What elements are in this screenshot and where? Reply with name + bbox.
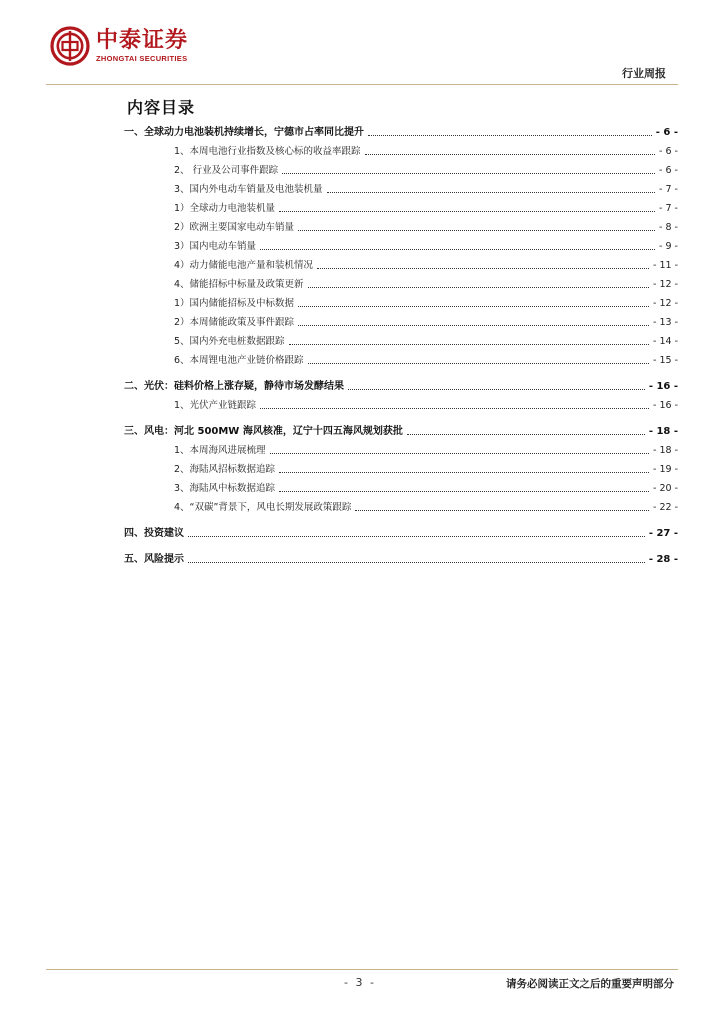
toc-leader-dots — [365, 154, 656, 155]
toc-subsection-entry[interactable] — [124, 196, 678, 215]
toc-leader-dots — [260, 249, 655, 250]
toc-entry-page: - 6 - — [655, 127, 678, 138]
toc-leader-dots — [407, 434, 645, 435]
toc-entry-title: 3、海陆风中标数据追踪 — [174, 483, 276, 494]
page-number: - 3 - — [344, 976, 376, 989]
toc-leader-dots — [348, 389, 645, 390]
toc-entry-title: 4、“双碳”背景下，风电长期发展政策跟踪 — [174, 502, 352, 513]
table-of-contents — [124, 120, 678, 566]
logo-english-name: ZHONGTAI SECURITIES — [96, 53, 188, 63]
toc-leader-dots — [188, 562, 645, 563]
toc-entry-page: - 20 - — [653, 483, 678, 494]
toc-entry-title: 5、国内外充电桩数据跟踪 — [174, 336, 285, 347]
toc-leader-dots — [282, 173, 655, 174]
toc-entry-page: - 7 - — [659, 184, 678, 195]
toc-title: 内容目录 — [127, 98, 196, 117]
toc-section-entry[interactable] — [124, 521, 678, 540]
toc-leader-dots — [298, 230, 655, 231]
toc-entry-page: - 7 - — [659, 203, 678, 214]
report-type-label: 行业周报 — [622, 67, 666, 80]
toc-entry-page: - 6 - — [659, 165, 678, 176]
toc-entry-title: 一、全球动力电池装机持续增长，宁德市占率同比提升 — [124, 127, 364, 138]
toc-entry-page: - 18 - — [653, 445, 678, 456]
toc-entry-page: - 16 - — [653, 400, 678, 411]
toc-entry-title: 三、风电：河北 500MW 海风核准，辽宁十四五海风规划获批 — [124, 426, 403, 437]
toc-leader-dots — [188, 536, 645, 537]
toc-leader-dots — [308, 287, 649, 288]
company-logo — [50, 22, 188, 70]
toc-leader-dots — [270, 453, 649, 454]
toc-entry-title: 1）全球动力电池装机量 — [174, 203, 276, 214]
toc-entry-page: - 27 - — [648, 528, 678, 539]
toc-subsection-entry[interactable] — [124, 393, 678, 412]
toc-leader-dots — [289, 344, 649, 345]
toc-leader-dots — [368, 135, 652, 136]
toc-leader-dots — [308, 363, 649, 364]
toc-section-entry[interactable] — [124, 419, 678, 438]
toc-leader-dots — [260, 408, 649, 409]
toc-entry-title: 1、本周海风进展梳理 — [174, 445, 266, 456]
toc-subsection-entry[interactable] — [124, 158, 678, 177]
toc-leader-dots — [298, 325, 649, 326]
toc-entry-page: - 13 - — [653, 317, 678, 328]
toc-entry-page: - 12 - — [653, 279, 678, 290]
toc-entry-page: - 15 - — [653, 355, 678, 366]
zhongtai-emblem-icon — [50, 26, 90, 66]
toc-subsection-entry[interactable] — [124, 438, 678, 457]
toc-entry-page: - 22 - — [653, 502, 678, 513]
toc-entry-page: - 6 - — [659, 146, 678, 157]
toc-entry-page: - 14 - — [653, 336, 678, 347]
toc-subsection-entry[interactable] — [124, 329, 678, 348]
toc-section-entry[interactable] — [124, 547, 678, 566]
toc-subsection-entry[interactable] — [124, 215, 678, 234]
toc-entry-title: 五、风险提示 — [124, 554, 184, 565]
toc-leader-dots — [317, 268, 649, 269]
disclaimer-note: 请务必阅读正文之后的重要声明部分 — [506, 978, 674, 990]
toc-entry-title: 4）动力储能电池产量和装机情况 — [174, 260, 314, 271]
toc-entry-title: 2、海陆风招标数据追踪 — [174, 464, 276, 475]
header-divider — [46, 84, 678, 85]
toc-leader-dots — [298, 306, 649, 307]
toc-entry-title: 1）国内储能招标及中标数据 — [174, 298, 295, 309]
toc-subsection-entry[interactable] — [124, 310, 678, 329]
toc-leader-dots — [279, 211, 655, 212]
toc-subsection-entry[interactable] — [124, 495, 678, 514]
toc-entry-title: 2、 行业及公司事件跟踪 — [174, 165, 279, 176]
toc-subsection-entry[interactable] — [124, 457, 678, 476]
toc-subsection-entry[interactable] — [124, 253, 678, 272]
toc-subsection-entry[interactable] — [124, 177, 678, 196]
footer-divider — [46, 969, 678, 970]
toc-entry-page: - 19 - — [653, 464, 678, 475]
toc-section-entry[interactable] — [124, 374, 678, 393]
toc-subsection-entry[interactable] — [124, 476, 678, 495]
toc-entry-title: 3、国内外电动车销量及电池装机量 — [174, 184, 323, 195]
logo-chinese-name: 中泰证券 — [96, 27, 189, 53]
toc-subsection-entry[interactable] — [124, 139, 678, 158]
toc-entry-title: 2）欧洲主要国家电动车销量 — [174, 222, 295, 233]
toc-entry-title: 6、本周锂电池产业链价格跟踪 — [174, 355, 304, 366]
toc-entry-page: - 9 - — [659, 241, 678, 252]
toc-subsection-entry[interactable] — [124, 272, 678, 291]
toc-entry-title: 2）本周储能政策及事件跟踪 — [174, 317, 295, 328]
toc-entry-page: - 16 - — [648, 381, 678, 392]
toc-subsection-entry[interactable] — [124, 291, 678, 310]
toc-entry-page: - 28 - — [648, 554, 678, 565]
toc-leader-dots — [355, 510, 649, 511]
toc-subsection-entry[interactable] — [124, 348, 678, 367]
toc-leader-dots — [327, 192, 656, 193]
toc-entry-title: 4、储能招标中标量及政策更新 — [174, 279, 304, 290]
toc-subsection-entry[interactable] — [124, 234, 678, 253]
toc-entry-title: 1、本周电池行业指数及核心标的收益率跟踪 — [174, 146, 361, 157]
toc-entry-title: 3）国内电动车销量 — [174, 241, 257, 252]
toc-section-entry[interactable] — [124, 120, 678, 139]
toc-leader-dots — [279, 491, 649, 492]
toc-entry-title: 二、光伏：硅料价格上涨存疑，静待市场发酵结果 — [124, 381, 344, 392]
toc-leader-dots — [279, 472, 649, 473]
toc-entry-title: 四、投资建议 — [124, 528, 184, 539]
toc-entry-page: - 12 - — [653, 298, 678, 309]
toc-entry-page: - 8 - — [659, 222, 678, 233]
toc-entry-page: - 18 - — [648, 426, 678, 437]
toc-entry-title: 1、光伏产业链跟踪 — [174, 400, 257, 411]
toc-entry-page: - 11 - — [653, 260, 678, 271]
